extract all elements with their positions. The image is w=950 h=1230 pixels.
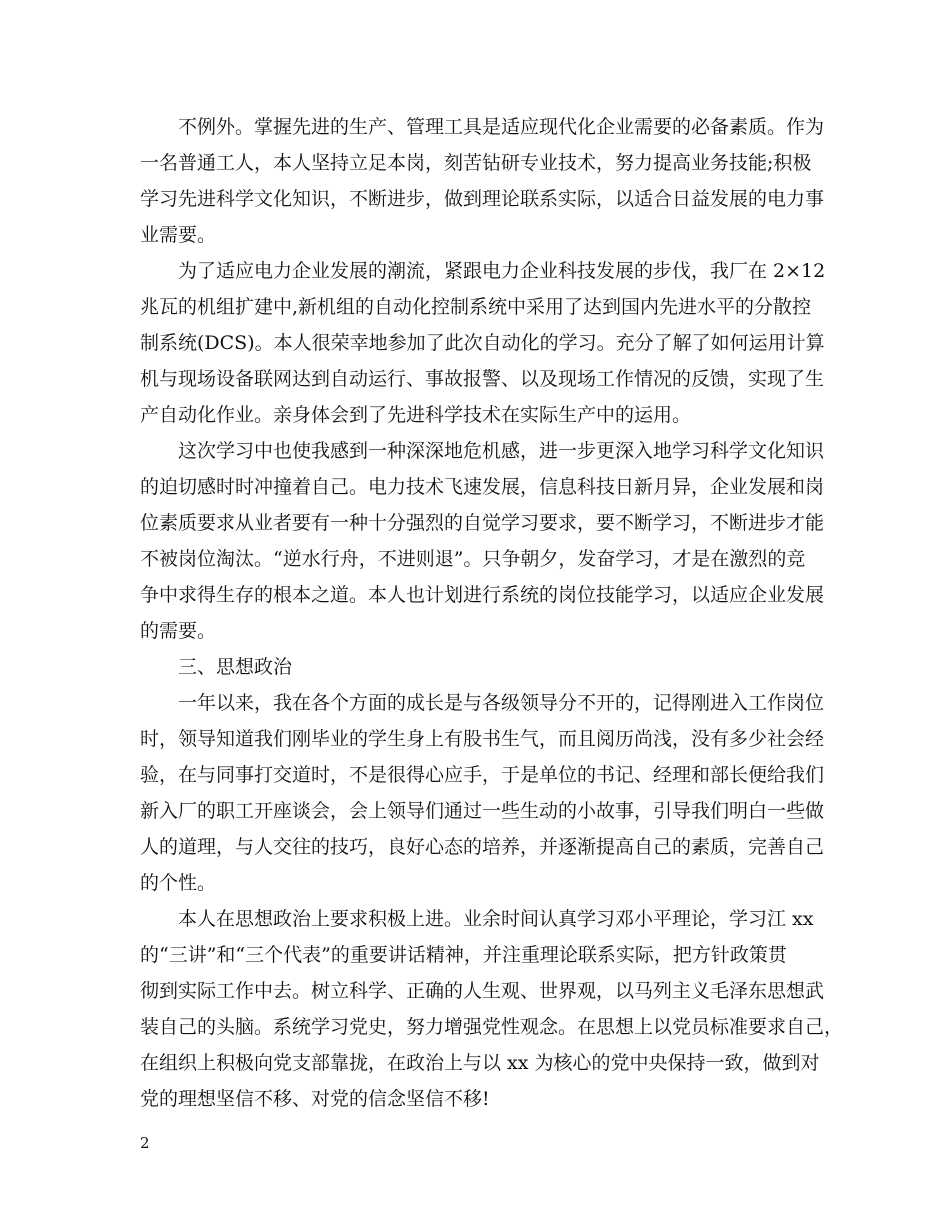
text-line: 验，在与同事打交道时，不是很得心应手，于是单位的书记、经理和部长便给我们 [140,764,825,786]
text-line: 不被岗位淘汰。“逆水行舟，不进则退”。只争朝夕，发奋学习，才是在激烈的竞 [140,548,806,570]
text-line: 的“三讲”和“三个代表”的重要讲话精神，并注重理论联系实际，把方针政策贯 [140,944,787,966]
text-line: 的需要。 [140,620,217,642]
text-line: 彻到实际工作中去。树立科学、正确的人生观、世界观，以马列主义毛泽东思想武 [140,980,825,1002]
text-line: 党的理想坚信不移、对党的信念坚信不移! [140,1088,490,1110]
text-line: 装自己的头脑。系统学习党史，努力增强党性观念。在思想上以党员标准要求自己， [140,1016,844,1038]
text-line: 一名普通工人，本人坚持立足本岗，刻苦钻研专业技术，努力提高业务技能;积极 [140,152,812,174]
text-line: 的迫切感时时冲撞着自己。电力技术飞速发展，信息科技日新月异，企业发展和岗 [140,476,825,498]
text-line: 兆瓦的机组扩建中,新机组的自动化控制系统中采用了达到国内先进水平的分散控 [140,296,812,318]
text-line: 争中求得生存的根本之道。本人也计划进行系统的岗位技能学习，以适应企业发展 [140,584,825,606]
section-heading: 三、思想政治 [140,656,293,678]
text-line: 时，领导知道我们刚毕业的学生身上有股书生气，而且阅历尚浅，没有多少社会经 [140,728,825,750]
text-line: 在组织上积极向党支部靠拢，在政治上与以 xx 为核心的党中央保持一致，做到对 [140,1052,820,1074]
text-line: 的个性。 [140,872,217,894]
page-number: 2 [140,1134,150,1152]
text-line: 不例外。掌握先进的生产、管理工具是适应现代化企业需要的必备素质。作为 [140,116,825,138]
text-line: 学习先进科学文化知识，不断进步，做到理论联系实际，以适合日益发展的电力事 [140,188,825,210]
text-line: 为了适应电力企业发展的潮流，紧跟电力企业科技发展的步伐，我厂在 2×12 [140,260,826,282]
text-line: 新入厂的职工开座谈会，会上领导们通过一些生动的小故事，引导我们明白一些做 [140,800,825,822]
text-line: 本人在思想政治上要求积极上进。业余时间认真学习邓小平理论，学习江 xx [140,908,814,930]
text-line: 机与现场设备联网达到自动运行、事故报警、以及现场工作情况的反馈，实现了生 [140,368,825,390]
text-line: 制系统(DCS)。本人很荣幸地参加了此次自动化的学习。充分了解了如何运用计算 [140,332,825,354]
text-line: 这次学习中也使我感到一种深深地危机感，进一步更深入地学习科学文化知识 [140,440,825,462]
text-line: 位素质要求从业者要有一种十分强烈的自觉学习要求，要不断学习，不断进步才能 [140,512,825,534]
text-line: 人的道理，与人交往的技巧，良好心态的培养，并逐渐提高自己的素质，完善自己 [140,836,825,858]
text-line: 产自动化作业。亲身体会到了先进科学技术在实际生产中的运用。 [140,404,692,426]
text-line: 业需要。 [140,224,217,246]
text-line: 一年以来，我在各个方面的成长是与各级领导分不开的，记得刚进入工作岗位 [140,692,825,714]
